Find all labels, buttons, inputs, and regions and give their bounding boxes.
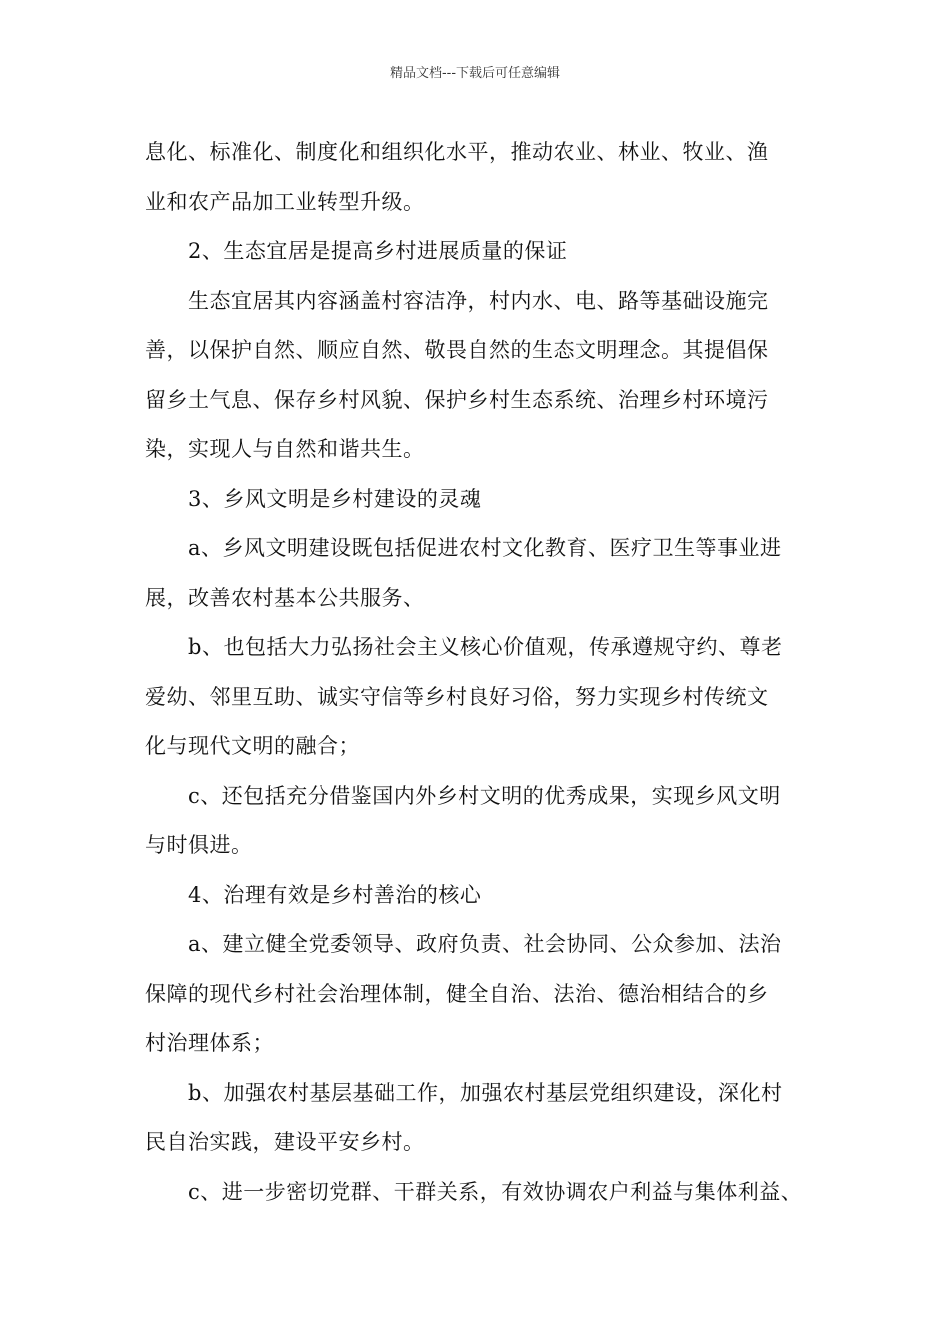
text-line: 留乡土气息、保存乡村风貌、保护乡村生态系统、治理乡村环境污	[145, 387, 769, 412]
text-line: 染，实现人与自然和谐共生。	[145, 437, 425, 461]
section-heading: 4、治理有效是乡村善治的核心	[188, 882, 482, 907]
text-line: 民自治实践，建设平安乡村。	[145, 1130, 425, 1154]
section-heading: 3、乡风文明是乡村建设的灵魂	[188, 486, 482, 511]
document-body	[145, 128, 825, 1217]
text-line: b、也包括大力弘扬社会主义核心价值观，传承遵规守约、尊老	[188, 635, 783, 659]
text-line: 保障的现代乡村社会治理体制，健全自治、法治、德治相结合的乡	[145, 981, 769, 1006]
text-line: c、还包括充分借鉴国内外乡村文明的优秀成果，实现乡风文明	[188, 783, 781, 808]
text-line: a、建立健全党委领导、政府负责、社会协同、公众参加、法治	[188, 932, 782, 956]
text-line: 业和农产品加工业转型升级。	[145, 189, 425, 214]
text-line: a、乡风文明建设既包括促进农村文化教育、医疗卫生等事业进	[188, 536, 782, 560]
section-heading: 2、生态宜居是提高乡村进展质量的保证	[188, 239, 568, 263]
page-header: 精品文档---下载后可任意编辑	[389, 66, 561, 81]
text-line: c、进一步密切党群、干群关系，有效协调农户利益与集体利益、	[188, 1179, 803, 1204]
text-line: 生态宜居其内容涵盖村容洁净，村内水、电、路等基础设施完	[188, 288, 769, 313]
text-line: 爱幼、邻里互助、诚实守信等乡村良好习俗，努力实现乡村传统文	[145, 684, 769, 709]
text-line: 化与现代文明的融合；	[145, 734, 360, 758]
text-line: 展，改善农村基本公共服务、	[145, 585, 425, 610]
text-line: 息化、标准化、制度化和组织化水平，推动农业、林业、牧业、渔	[145, 140, 769, 164]
text-line: 与时俱进。	[145, 833, 253, 857]
text-line: b、加强农村基层基础工作，加强农村基层党组织建设，深化村	[188, 1080, 783, 1105]
text-line: 村治理体系；	[145, 1031, 274, 1055]
text-line: 善，以保护自然、顺应自然、敬畏自然的生态文明理念。其提倡保	[145, 338, 769, 362]
